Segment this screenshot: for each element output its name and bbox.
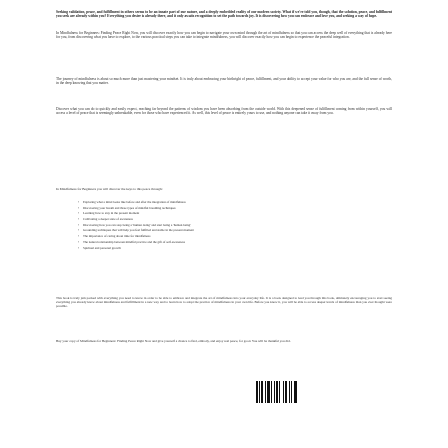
closing-paragraph: This book is truly jam packed with everything you need to know in order to be able to embrace and integrate the art of mindfulness into your everyday life. It is a book designed to lead you through this book, ultimately encouraging you to start seeing everything you already know about mindfulness and fulfillment in a new way and to learn how to adopt the practice of mindfulness in your own life. Before you know it, you will be able to access deeper levels of mindfulness than you ever thought were possible. xyxy=(56,296,392,309)
bullet-item: • Spiritual and personal growth xyxy=(78,246,414,250)
bullet-item: • Discovering your breath and three types of mindful breathing techniques xyxy=(78,206,414,210)
intro-paragraph-2: In Mindfulness for Beginners: Finding Peace Right Now, you will discover exactly how you can begin to navigate your own mind through the art of mindfulness so that you can access the deep well of everything that is already here for you, from discovering what you have to explore, to the various practical steps you can take to integrate mindfulness, you will discover exactly how you can begin to experience the peaceful integration. xyxy=(56,30,392,39)
bullet-item: • Exploring what a mind looks like before and after the integration of mindfulness xyxy=(78,200,414,204)
body-paragraph-2: Discover what you can do to quickly and easily expect, reaching far beyond the patterns of wisdom you have been absorbing from the outside world. With this deepened sense of fulfillment coming from within yourself, you will access a level of peace that is seemingly unbreakable, even for those who have experienced it. As well, this level of peace is entirely yours to use, and nothing anyone can take it away from you. xyxy=(56,106,392,115)
order-paragraph: Buy your copy of Mindfulness for Beginners: Finding Peace Right Now and give yourself a chance to find, embody, and enjoy real peace, for good. You will be thankful you did. xyxy=(56,339,291,344)
bullet-item: • Discovering how you can stop being a 'human doing' and start being a 'human being' xyxy=(78,223,414,227)
feature-bullet-list xyxy=(56,200,414,251)
intro-paragraph: Seeking validation, peace, and fulfillment in others seems to be an innate part of our nature, and a deeply embedded reality of our modern society. What if we're told you, though, that the solution, peace, and fulfillment you seek are already within you? Everything you desire is already there, and it only awaits recognition to set the path towards joy. It is discovering how you can embrace and love you, and seeking a way of hope. xyxy=(56,9,392,18)
bullet-item: • The natural relationship between mindful practice and the gift of self-awareness xyxy=(78,240,414,244)
bullet-item: • Cultivating a deeper state of awareness xyxy=(78,217,414,221)
body-paragraph-1: The journey of mindfulness is about so much more than just mastering your mindset. It is truly about embracing your birthright of peace, fulfillment, and your ability to accept your value for who you are, and the full sense of worth, in the deep knowing that you matter. xyxy=(56,76,392,85)
barcode-stripe xyxy=(297,381,298,403)
bullet-item: • The importance of caring about time for mindfulness xyxy=(78,234,414,238)
bullet-item: • Learning how to stay in the present moment xyxy=(78,211,414,215)
barcode-icon xyxy=(256,381,308,403)
bullet-lead-in: In Mindfulness for Beginners you will discover the keys to this peace through: xyxy=(56,187,163,192)
bullet-item: • Grounding techniques that will help you feel fulfilled and stable in the present moment xyxy=(78,228,414,232)
